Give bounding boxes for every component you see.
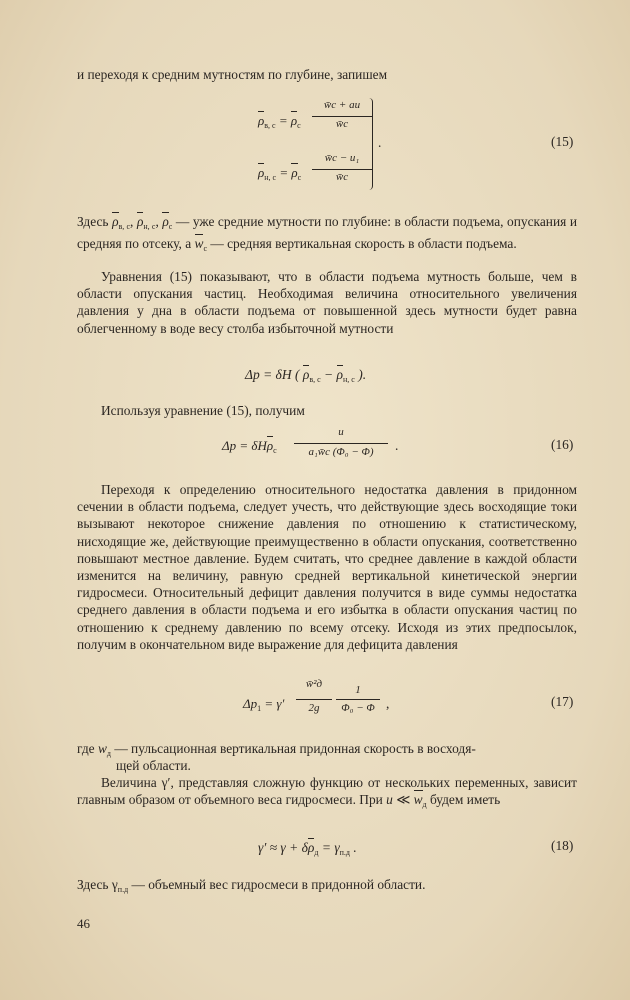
eq15-period: . bbox=[378, 135, 382, 150]
eq15-lhs2: $\rho_{н, с} = \rho_с$ bbox=[258, 165, 302, 182]
paragraph-where-text-b: — средняя вертикальная скорость в области подъема. bbox=[210, 236, 517, 252]
eq15-brace bbox=[366, 98, 373, 190]
eq15-num2: w̄с − u₁ bbox=[324, 152, 360, 164]
eq17-num2: 1 bbox=[355, 684, 361, 696]
equation-dp: Δp = δH ( $\rho_{в, с} - \rho_{н, с}$ ). bbox=[245, 367, 367, 384]
eq16-number: (16) bbox=[551, 437, 574, 452]
eq17-number: (17) bbox=[551, 694, 574, 709]
eq18-number: (18) bbox=[551, 838, 574, 853]
eq17-lhs: $\Delta p_1 = \gamma'$ bbox=[243, 696, 285, 713]
eq17-fracbar1 bbox=[296, 699, 332, 700]
eq17-den2: Φ₀ − Φ bbox=[341, 702, 375, 714]
eq16-fracbar bbox=[294, 443, 388, 444]
eq17-den1: 2g bbox=[308, 702, 320, 714]
line-final: Здесь $\gamma_{п.д}$ — объемный вес гидросмеси в придонной области. bbox=[77, 877, 426, 894]
line-where-wd-text: — пульсационная вертикальная придонная скорость в восходя- bbox=[114, 741, 476, 756]
paragraph-equations: Уравнения (15) показывают, что в области подъема мутность больше, чем в области опускания частиц. Необходимая величина относительного увеличения давления у дна в области подъема от повышенной здесь мутности будет равна облегченному в воде весу столба избыточной мутности bbox=[77, 269, 577, 336]
eq15-number: (15) bbox=[551, 134, 574, 149]
eq17-comma: , bbox=[386, 696, 390, 711]
line-where-wd-cont: щей области. bbox=[116, 758, 191, 773]
paragraph-gamma: Величина γ′, представляя сложную функцию от нескольких переменных, зависит главным образом от объемного веса гидросмеси. При u ≪ $w_д$ будем иметь bbox=[77, 775, 577, 810]
eq17-fracbar2 bbox=[336, 699, 380, 700]
paragraph-gamma-text-b: будем иметь bbox=[429, 792, 501, 808]
eq15-fracbar2 bbox=[312, 169, 372, 170]
paragraph-where: Здесь $\rho_{в, с}$, $\rho_{н, с}$, $\rho_с$ — уже средние мутности по глубине: в области подъема, опускания и средняя по отсеку, а $w_с$ — средняя вертикальная скорость в области подъема. bbox=[77, 214, 578, 254]
eq17-num1: w̄²д bbox=[305, 678, 323, 690]
line-using: Используя уравнение (15), получим bbox=[101, 403, 305, 418]
line-final-text: — объемный вес гидросмеси в придонной области. bbox=[131, 877, 426, 892]
eq16-lhs: Δp = δHρ$_с$ bbox=[222, 438, 277, 455]
equation-18: $\gamma' \approx \gamma + \delta\rho_д = \gamma_{п.д}$ . bbox=[258, 840, 357, 857]
eq15-den2: w̄с bbox=[335, 171, 349, 183]
paragraph-where-text: — уже средние мутности по глубине: в области подъема, опускания и средняя по отсеку, а bbox=[77, 214, 578, 252]
eq16-period: . bbox=[395, 438, 399, 453]
line-where-wd: где $w_д$ — пульсационная вертикальная придонная скорость в восходя- bbox=[77, 741, 476, 758]
eq15-lhs1: $\rho_{в, с} = \rho_с$ bbox=[258, 113, 301, 130]
eq15-num1: w̄с + au bbox=[323, 99, 361, 111]
paragraph-transition: Переходя к определению относительного недостатка давления в придонном сечении в области подъема, следует учесть, что действующие здесь восходящие токи вызывают некоторое снижение давления по отношению к статистическому, нисходящие же, действующие преимущественно в области опускания, соответственно повышают местное давление. Будем считать, что среднее давление в каждой области изменится на величину, равную средней вертикальной кинетической энергии гидросмеси. Относительный дефицит давления получится в виде суммы недостатка среднего давления в области подъема и его избытка в области опускания частиц по отношению к среднему давлению по всему отсеку. Исходя из этих предпосылок, получим в окончательном виде выражение для дефицита давления bbox=[77, 482, 577, 652]
eq16-num: u bbox=[338, 426, 344, 438]
eq15-den1: w̄с bbox=[335, 118, 349, 130]
eq16-den: a₁w̄с (Φ₀ − Φ) bbox=[308, 446, 374, 458]
paragraph-gamma-text: Величина γ′, представляя сложную функцию от нескольких переменных, зависит главным образом от объемного веса гидросмеси. При bbox=[77, 775, 577, 808]
page-number: 46 bbox=[77, 916, 90, 931]
line-intro: и переходя к средним мутностям по глубине, запишем bbox=[77, 67, 388, 82]
eq15-fracbar1 bbox=[312, 116, 372, 117]
